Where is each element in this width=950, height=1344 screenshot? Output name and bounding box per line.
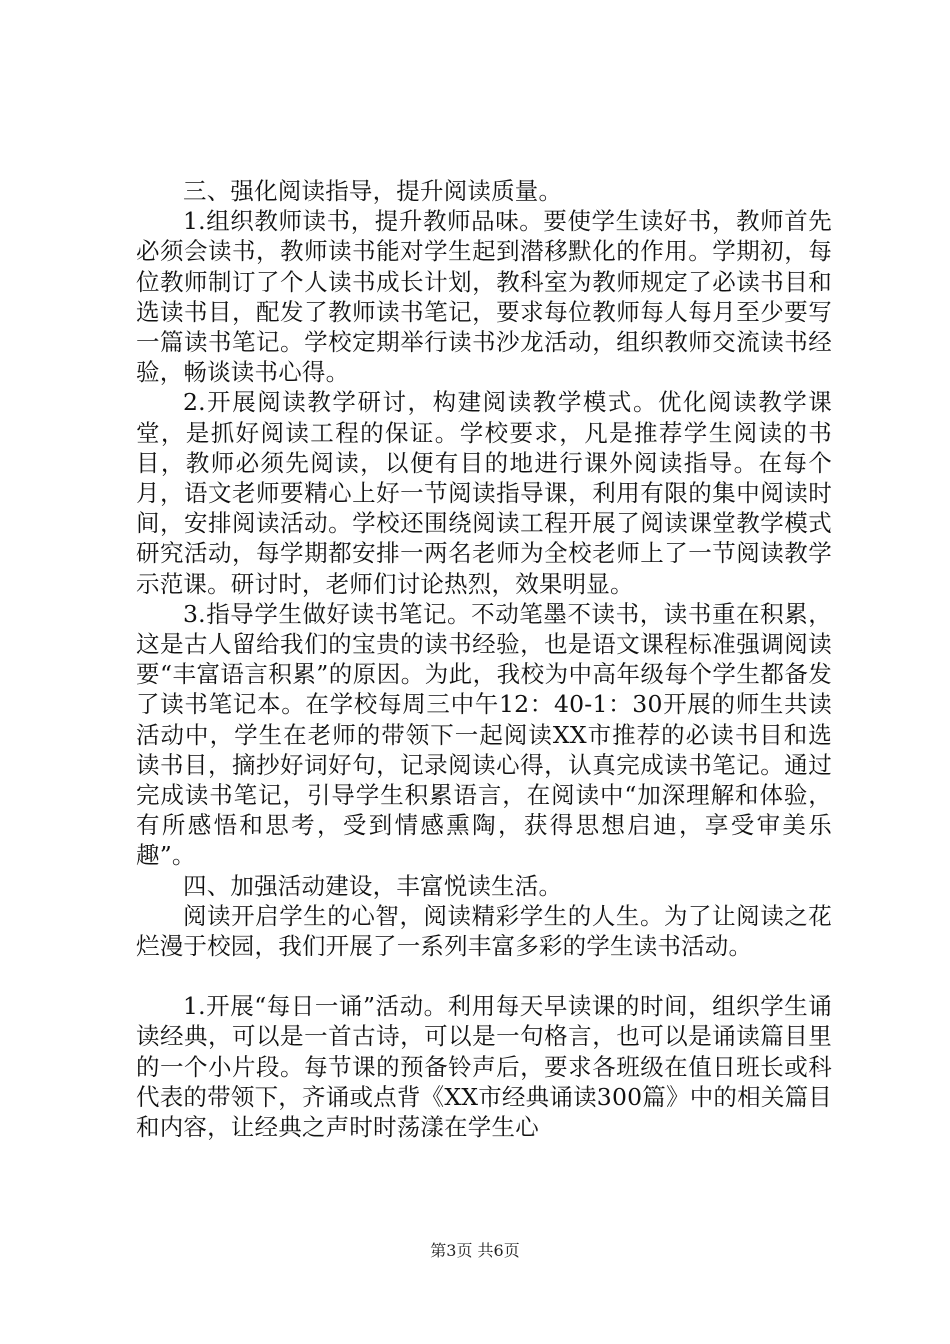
section-heading-3: 三、强化阅读指导，提升阅读质量。 [183, 177, 563, 205]
document-body [136, 176, 832, 1142]
paragraph-reading-teaching: 2.开展阅读教学研讨，构建阅读教学模式。优化阅读教学课堂，是抓好阅读工程的保证。学校要求，凡是推荐学生阅读的书目，教师必须先阅读，以便有目的地进行课外阅读指导。在每个月，语文老师要精心上好一节阅读指导课，利用有限的集中阅读时间，安排阅读活动。学校还围绕阅读工程开展了阅读课堂教学模式研究活动，每学期都安排一两名老师为全校老师上了一节阅读教学示范课。研讨时，老师们讨论热烈，效果明显。 [136, 388, 832, 598]
paragraph-reading-notes: 3.指导学生做好读书笔记。不动笔墨不读书，读书重在积累，这是古人留给我们的宝贵的读书经验，也是语文课程标准强调阅读要“丰富语言积累”的原因。为此，我校为中高年级每个学生都备发了读书笔记本。在学校每周三中午12：40-1：30开展的师生共读活动中，学生在老师的带领下一起阅读XX市推荐的必读书目和选读书目，摘抄好词好句，记录阅读心得，认真完成读书笔记。通过完成读书笔记，引导学生积累语言，在阅读中“加深理解和体验，有所感悟和思考，受到情感熏陶，获得思想启迪，享受审美乐趣”。 [136, 599, 832, 870]
paragraph-spacer [136, 961, 832, 991]
paragraph-reading-activities-intro: 阅读开启学生的心智，阅读精彩学生的人生。为了让阅读之花烂漫于校园，我们开展了一系列丰富多彩的学生读书活动。 [136, 901, 832, 961]
section-heading-4: 四、加强活动建设，丰富悦读生活。 [183, 871, 563, 900]
page-number-footer: 第3页 共6页 [430, 1241, 520, 1260]
paragraph-daily-recitation: 1.开展“每日一诵”活动。利用每天早读课的时间，组织学生诵读经典，可以是一首古诗，可以是一句格言，也可以是诵读篇目里的一个小片段。每节课的预备铃声后，要求各班级在值日班长或科代表的带领下，齐诵或点背《XX市经典诵读300篇》中的相关篇目和内容，让经典之声时时荡漾在学生心 [136, 992, 832, 1142]
paragraph-teacher-reading: 1.组织教师读书，提升教师品味。要使学生读好书，教师首先必须会读书，教师读书能对学生起到潜移默化的作用。学期初，每位教师制订了个人读书成长计划，教科室为教师规定了必读书目和选读书目，配发了教师读书笔记，要求每位教师每人每月至少要写一篇读书笔记。学校定期举行读书沙龙活动，组织教师交流读书经验，畅谈读书心得。 [136, 207, 832, 387]
